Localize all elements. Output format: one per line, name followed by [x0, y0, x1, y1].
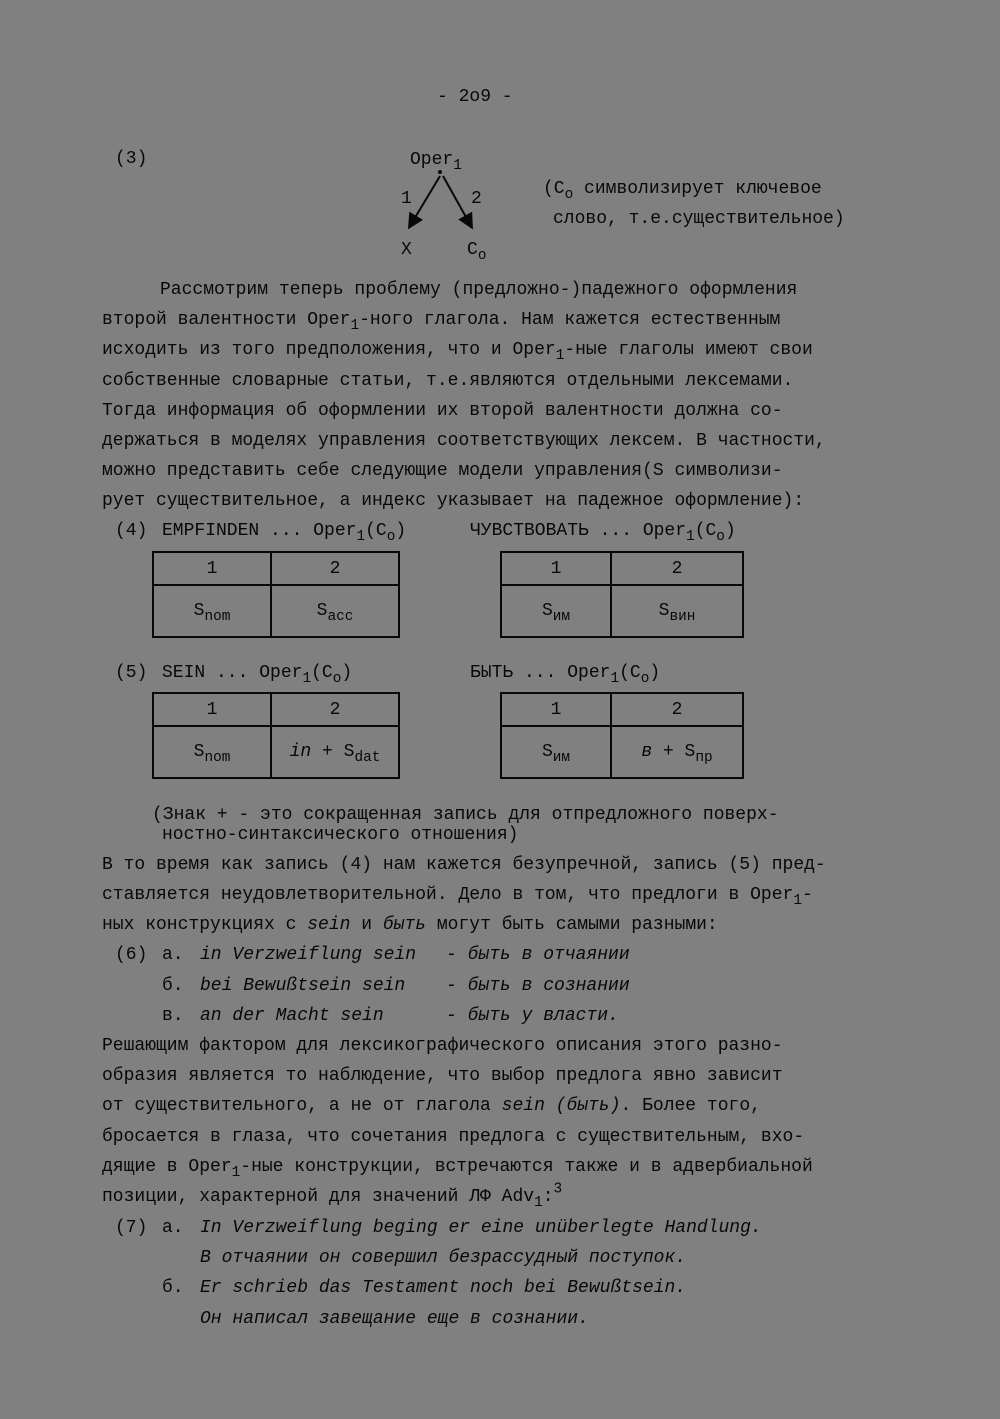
table-cell: in + $S_{dat}$: [271, 726, 399, 778]
example-4-left-heading: EMPFINDEN ... $Oper_1(C_o)$: [162, 521, 407, 546]
example-5-left-heading: SEIN ... $Oper_1(C_o)$: [162, 663, 353, 688]
diagram-edge-label-2: 2: [471, 189, 482, 209]
example-7-label: (7): [115, 1218, 148, 1238]
example-7b-german: Er schrieb das Testament noch bei Bewußtsein.: [200, 1278, 687, 1298]
example-5-right-heading: БЫТЬ ... $Oper_1(C_o)$: [470, 663, 661, 688]
table-cell: $S_{nom}$: [153, 726, 271, 778]
para3-line6: позиции, характерной для значений ЛФ Adv$_1$:$^3$: [102, 1181, 563, 1212]
diagram-edge-2: [443, 176, 471, 226]
table-cell: $S_{вин}$: [611, 585, 743, 637]
example-6b-mark: б.: [162, 976, 184, 996]
col-header: 1: [501, 552, 611, 585]
para2-line2: ставляется неудовлетворительной. Дело в том, что предлоги в Oper$_1$-: [102, 885, 813, 910]
example-7b-russian: Он написал завещание еще в сознании.: [200, 1309, 589, 1329]
para3-line3: от существительного, а не от глагола sein (быть). Более того,: [102, 1096, 761, 1116]
para3-line4: бросается в глаза, что сочетания предлога с существительным, вхо-: [102, 1127, 805, 1147]
table-cell: $S_{им}$: [501, 585, 611, 637]
example-6c-mark: в.: [162, 1006, 184, 1026]
example-7a-german: In Verzweiflung beging er eine unüberlegte Handlung.: [200, 1218, 762, 1238]
diagram-top-node: Oper$_1$: [410, 150, 462, 175]
diagram-edge-label-1: 1: [401, 189, 412, 209]
example-6a-german: in Verzweiflung sein: [200, 945, 417, 965]
example-6b-russian: - быть в сознании: [446, 976, 630, 996]
example-4-left-table: [152, 551, 400, 638]
col-header: 1: [153, 552, 271, 585]
example-5-label: (5): [115, 663, 148, 683]
para3-line5: дящие в Oper$_1$-ные конструкции, встречаются также и в адвербиальной: [102, 1157, 813, 1182]
example-6c-german: an der Macht sein: [200, 1006, 384, 1026]
diagram-edge-1: [410, 176, 440, 226]
diagram-right-node: $C_o$: [467, 240, 487, 265]
col-header: 1: [153, 693, 271, 726]
page-number: - 2o9 -: [437, 87, 513, 107]
col-header: 2: [271, 693, 399, 726]
para2-line3: ных конструкциях с sein и быть могут быть самыми разными:: [102, 915, 718, 935]
table-cell: $S_{им}$: [501, 726, 611, 778]
example-6a-russian: - быть в отчаянии: [446, 945, 630, 965]
para1-line7: можно представить себе следующие модели управления(S символизи-: [102, 461, 783, 481]
table-cell: $S_{acc}$: [271, 585, 399, 637]
example-4-right-table: [500, 551, 744, 638]
col-header: 2: [271, 552, 399, 585]
table-cell: $в + S_{пр}$: [611, 726, 743, 778]
example-6c-russian: - быть у власти.: [446, 1006, 619, 1026]
para3-line2: образия является то наблюдение, что выбор предлога явно зависит: [102, 1066, 783, 1086]
example-6-label: (6): [115, 945, 148, 965]
example-4-label: (4): [115, 521, 148, 541]
example-7b-mark: б.: [162, 1278, 184, 1298]
para1-line2: второй валентности Oper$_1$-ного глагола. Нам кажется естественным: [102, 310, 781, 335]
example-3-label: (3): [115, 149, 148, 169]
example-7a-mark: а.: [162, 1218, 184, 1238]
col-header: 1: [501, 693, 611, 726]
para1-line5: Тогда информация об оформлении их второй валентности должна со-: [102, 401, 783, 421]
example-5-left-table: [152, 692, 400, 779]
para2-line1: В то время как запись (4) нам кажется безупречной, запись (5) пред-: [102, 855, 826, 875]
para1-line4: собственные словарные статьи, т.е.являются отдельными лексемами.: [102, 371, 794, 391]
table-cell: $S_{nom}$: [153, 585, 271, 637]
note-line1: (Знак + - это сокращенная запись для отпредложного поверх-: [152, 805, 779, 825]
example-5-right-table: [500, 692, 744, 779]
example-6b-german: bei Bewußtsein sein: [200, 976, 406, 996]
para1-line8: рует существительное, а индекс указывает на падежное оформление):: [102, 491, 805, 511]
diagram-note-line1: ($C_o$ символизирует ключевое: [543, 179, 822, 204]
diagram-left-node: X: [401, 240, 412, 260]
example-4-right-heading: ЧУВСТВОВАТЬ ... $Oper_1(C_o)$: [470, 521, 736, 546]
example-6a-mark: а.: [162, 945, 184, 965]
note-line2: ностно-синтаксического отношения): [162, 825, 519, 845]
col-header: 2: [611, 693, 743, 726]
para3-line1: Решающим фактором для лексикографического описания этого разно-: [102, 1036, 783, 1056]
col-header: 2: [611, 552, 743, 585]
para1-line1: Рассмотрим теперь проблему (предложно-)падежного оформления: [160, 280, 798, 300]
diagram-note-line2: слово, т.е.существительное): [553, 209, 845, 229]
para1-line6: держаться в моделях управления соответствующих лексем. В частности,: [102, 431, 826, 451]
para1-line3: исходить из того предположения, что и Oper$_1$-ные глаголы имеют свои: [102, 340, 813, 365]
example-7a-russian: В отчаянии он совершил безрассудный поступок.: [200, 1248, 687, 1268]
